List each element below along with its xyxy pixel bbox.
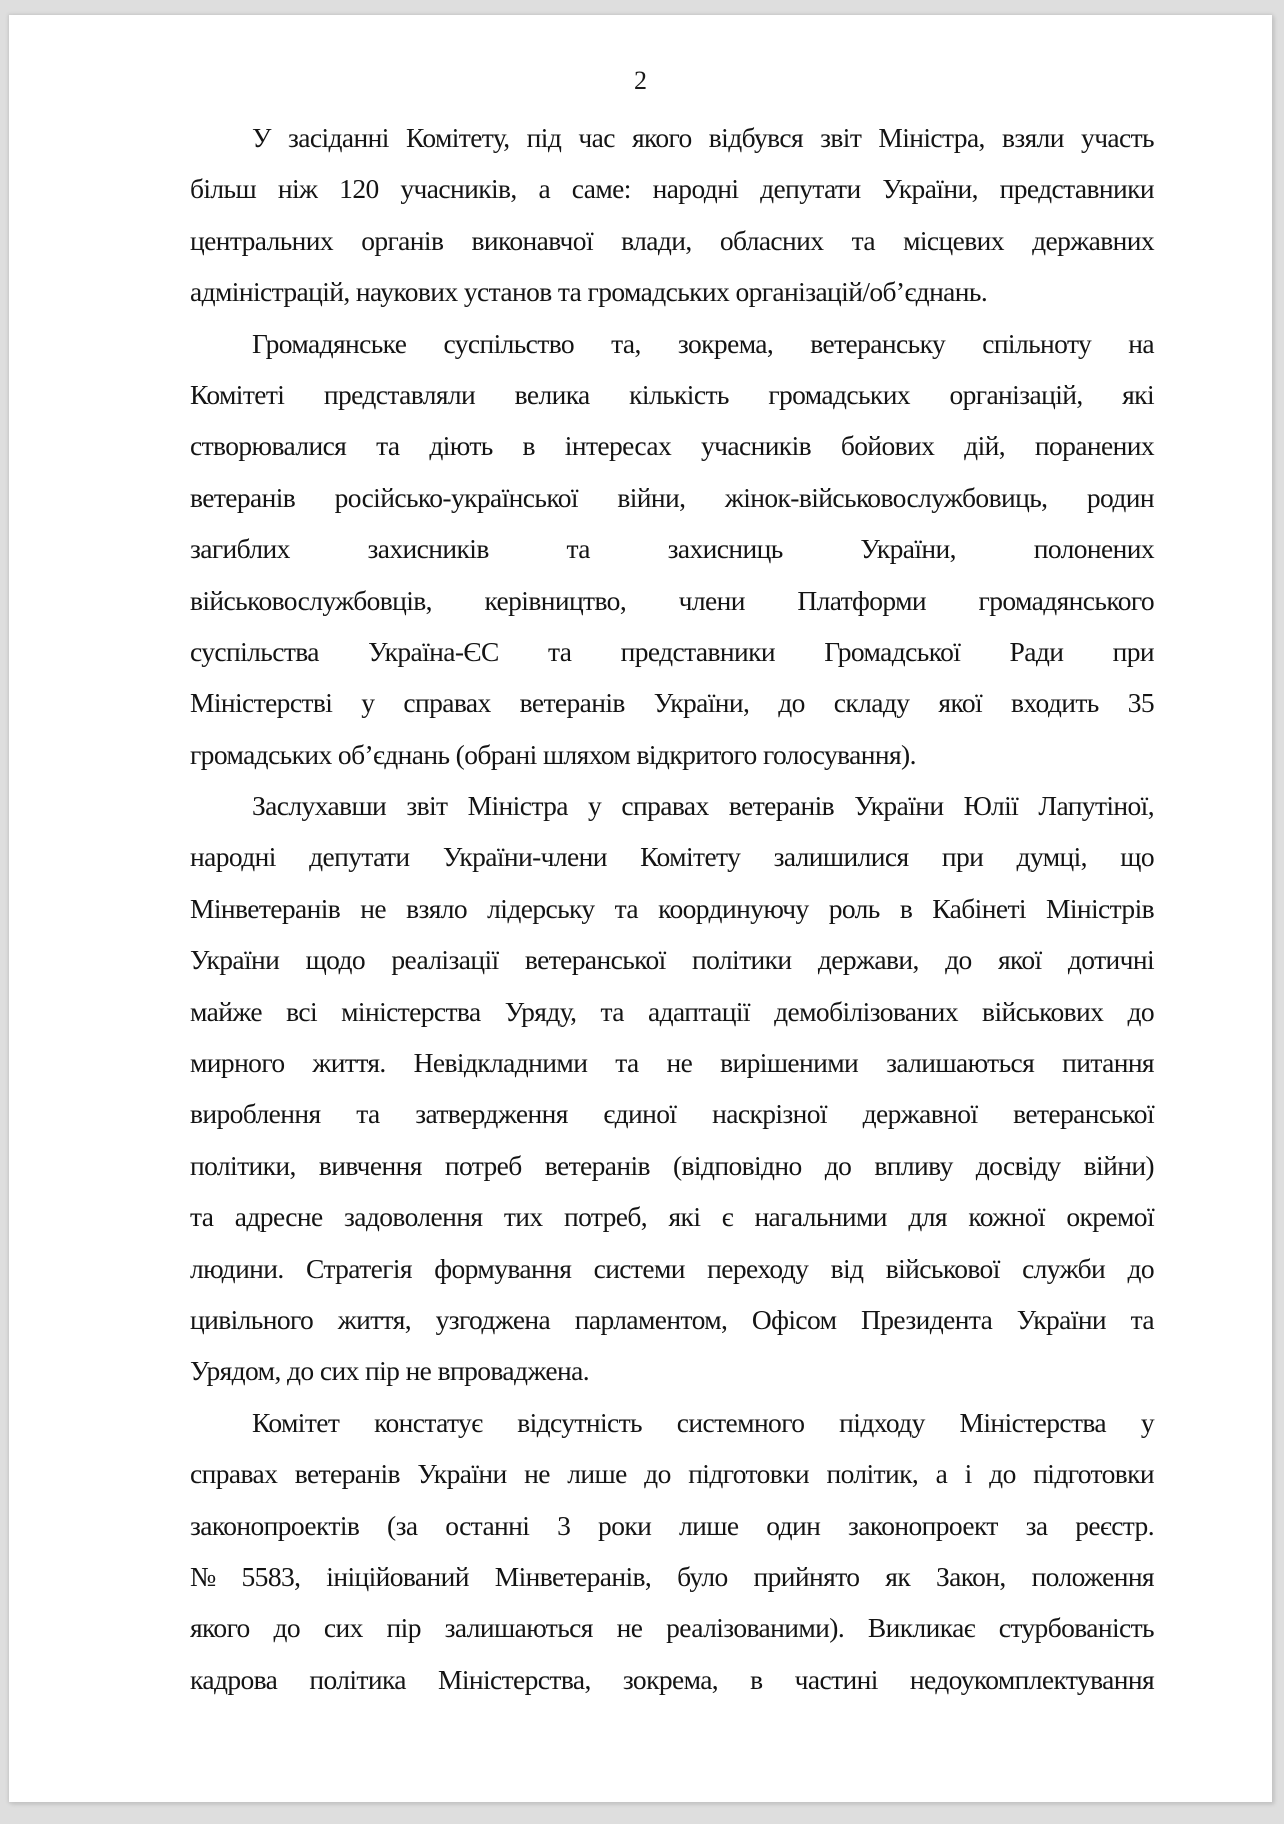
text-line: Мінветеранів не взяло лідерську та координуючу роль в Кабінеті Міністрів xyxy=(190,892,1154,924)
text-line: законопроектів (за останні 3 роки лише один законопроект за реєстр. xyxy=(190,1509,1154,1541)
text-line: політики, вивчення потреб ветеранів (відповідно до впливу досвіду війни) xyxy=(190,1149,1154,1181)
text-line: адміністрацій, наукових установ та громадських організацій/об’єднань. xyxy=(190,276,988,308)
paragraph-civil-society xyxy=(190,318,1154,781)
text-line: майже всі міністерства Уряду, та адаптації демобілізованих військових до xyxy=(190,995,1154,1027)
text-line: центральних органів виконавчої влади, обласних та місцевих державних xyxy=(190,224,1154,256)
page-number: 2 xyxy=(634,66,647,95)
text-line: та адресне задоволення тих потреб, які є нагальними для кожної окремої xyxy=(190,1201,1154,1233)
paragraph-committee-findings xyxy=(190,1397,1154,1705)
text-line: військовослужбовців, керівництво, члени Платформи громадянського xyxy=(190,584,1154,616)
document-page xyxy=(9,15,1272,1802)
text-line: більш ніж 120 учасників, а саме: народні депутати України, представники xyxy=(190,173,1154,205)
text-line: Громадянське суспільство та, зокрема, ветеранську спільноту на xyxy=(252,327,1154,359)
paragraph-minister-report xyxy=(190,780,1154,1397)
text-line: народні депутати України-члени Комітету залишилися при думці, що xyxy=(190,841,1154,873)
text-line: цивільного життя, узгоджена парламентом, Офісом Президента України та xyxy=(190,1303,1154,1335)
document-body xyxy=(190,112,1154,1705)
text-line: якого до сих пір залишаються не реалізованими). Викликає стурбованість xyxy=(190,1612,1154,1644)
text-line: справах ветеранів України не лише до підготовки політик, а і до підготовки xyxy=(190,1458,1154,1490)
text-line: Комітет констатує відсутність системного підходу Міністерства у xyxy=(252,1406,1154,1438)
text-line: мирного життя. Невідкладними та не вирішеними залишаються питання xyxy=(190,1047,1154,1079)
text-line: ветеранів російсько-української війни, жінок-військовослужбовиць, родин xyxy=(190,481,1154,513)
text-line: Міністерстві у справах ветеранів України, до складу якої входить 35 xyxy=(190,687,1154,719)
text-line: У засіданні Комітету, під час якого відбувся звіт Міністра, взяли участь xyxy=(252,122,1154,153)
text-line: Урядом, до сих пір не впроваджена. xyxy=(190,1355,590,1387)
text-line: Заслухавши звіт Міністра у справах ветеранів України Юлії Лапутіної, xyxy=(252,790,1154,822)
text-line: загиблих захисників та захисниць України, полонених xyxy=(190,533,1154,565)
text-line: громадських об’єднань (обрані шляхом відкритого голосування). xyxy=(190,738,916,770)
text-line: людини. Стратегія формування системи переходу від військової служби до xyxy=(190,1252,1154,1284)
paragraph-participants xyxy=(190,112,1154,318)
text-line: створювалися та діють в інтересах учасників бойових дій, поранених xyxy=(190,430,1154,462)
text-line: України щодо реалізації ветеранської політики держави, до якої дотичні xyxy=(190,944,1154,976)
text-line: суспільства Україна-ЄС та представники Громадської Ради при xyxy=(190,635,1154,667)
text-line: № 5583, ініційований Мінветеранів, було прийнято як Закон, положення xyxy=(190,1560,1154,1592)
text-line: Комітеті представляли велика кількість громадських організацій, які xyxy=(190,378,1154,410)
text-line: вироблення та затвердження єдиної наскрізної державної ветеранської xyxy=(190,1098,1154,1130)
text-line: кадрова політика Міністерства, зокрема, в частині недоукомплектування xyxy=(190,1663,1154,1695)
